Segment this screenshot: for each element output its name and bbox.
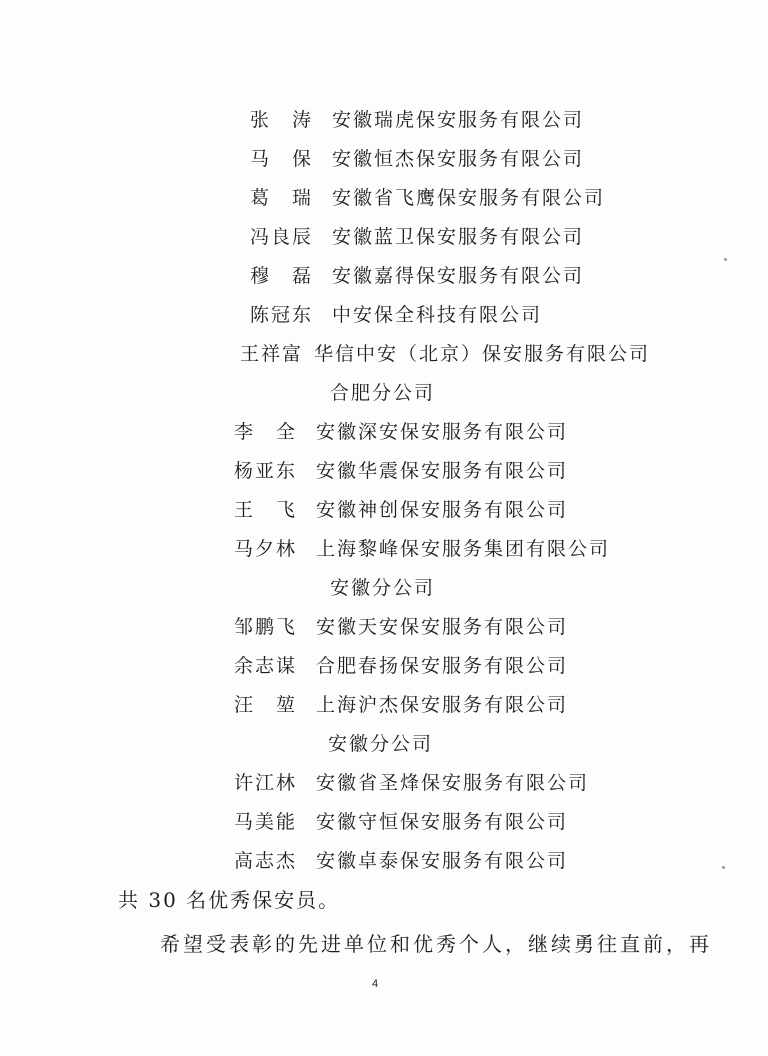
honoree-company: 华信中安（北京）保安服务有限公司: [314, 343, 651, 365]
honoree-row: [234, 420, 568, 444]
honoree-name: 杨亚东: [234, 460, 298, 482]
honoree-name: 余志谋: [234, 655, 298, 677]
honoree-company-continuation: 合肥分公司: [330, 382, 436, 404]
honoree-row: [234, 771, 589, 795]
honoree-company: 中安保全科技有限公司: [332, 304, 543, 326]
honoree-company: 上海沪杰保安服务有限公司: [316, 694, 569, 716]
honoree-name: 马 保: [250, 148, 314, 170]
honoree-company: 安徽省飞鹰保安服务有限公司: [332, 187, 606, 209]
scan-speck: [724, 258, 727, 261]
honoree-row: [234, 615, 568, 639]
honoree-name: 李 全: [234, 421, 298, 443]
honoree-name: 王 飞: [234, 499, 298, 521]
honoree-company: 安徽嘉得保安服务有限公司: [332, 265, 585, 287]
honoree-row: [250, 108, 584, 132]
honoree-company: 安徽卓泰保安服务有限公司: [316, 850, 569, 872]
honoree-row: [250, 186, 605, 210]
closing-paragraph: 希望受表彰的先进单位和优秀个人，继续勇往直前，再: [160, 932, 712, 956]
honoree-row: [240, 342, 650, 366]
page-number: 4: [372, 978, 379, 990]
honoree-company: 安徽瑞虎保安服务有限公司: [332, 109, 585, 131]
honoree-name: 穆 磊: [250, 265, 314, 287]
honoree-name: 王祥富: [240, 343, 304, 365]
honoree-company: 安徽神创保安服务有限公司: [316, 499, 569, 521]
honoree-row: [234, 498, 568, 522]
honoree-row: [250, 225, 584, 249]
honoree-name: 张 涛: [250, 109, 314, 131]
honoree-company: 合肥春扬保安服务有限公司: [316, 655, 569, 677]
honoree-name: 高志杰: [234, 850, 298, 872]
honoree-row: [250, 303, 542, 327]
honoree-row: [234, 654, 568, 678]
honoree-company: 安徽深安保安服务有限公司: [316, 421, 569, 443]
honoree-row: [250, 264, 584, 288]
honoree-name: 邹鹏飞: [234, 616, 298, 638]
scan-speck: [722, 866, 725, 869]
honoree-name: 许江林: [234, 772, 298, 794]
honoree-row: [234, 849, 568, 873]
honoree-company: 安徽天安保安服务有限公司: [316, 616, 569, 638]
honoree-row: [250, 147, 584, 171]
summary-line: 共 30 名优秀保安员。: [118, 888, 341, 912]
honoree-company-continuation: 安徽分公司: [330, 577, 436, 599]
honoree-name: 冯良辰: [250, 226, 314, 248]
honoree-name: 马美能: [234, 811, 298, 833]
honoree-name: 陈冠东: [250, 304, 314, 326]
honoree-company: 安徽守恒保安服务有限公司: [316, 811, 569, 833]
honoree-name: 汪 堃: [234, 694, 298, 716]
bleed-through: [250, 60, 269, 85]
honoree-row: [234, 459, 568, 483]
honoree-company-continuation: 安徽分公司: [328, 733, 434, 755]
honoree-row: [234, 810, 568, 834]
honoree-company: 上海黎峰保安服务集团有限公司: [316, 538, 611, 560]
honoree-company: 安徽恒杰保安服务有限公司: [332, 148, 585, 170]
honoree-company: 安徽省圣烽保安服务有限公司: [316, 772, 590, 794]
honoree-company: 安徽华震保安服务有限公司: [316, 460, 569, 482]
honoree-row: [234, 537, 610, 561]
honoree-row: [234, 693, 568, 717]
honoree-company: 安徽蓝卫保安服务有限公司: [332, 226, 585, 248]
honoree-name: 葛 瑞: [250, 187, 314, 209]
honoree-name: 马夕林: [234, 538, 298, 560]
